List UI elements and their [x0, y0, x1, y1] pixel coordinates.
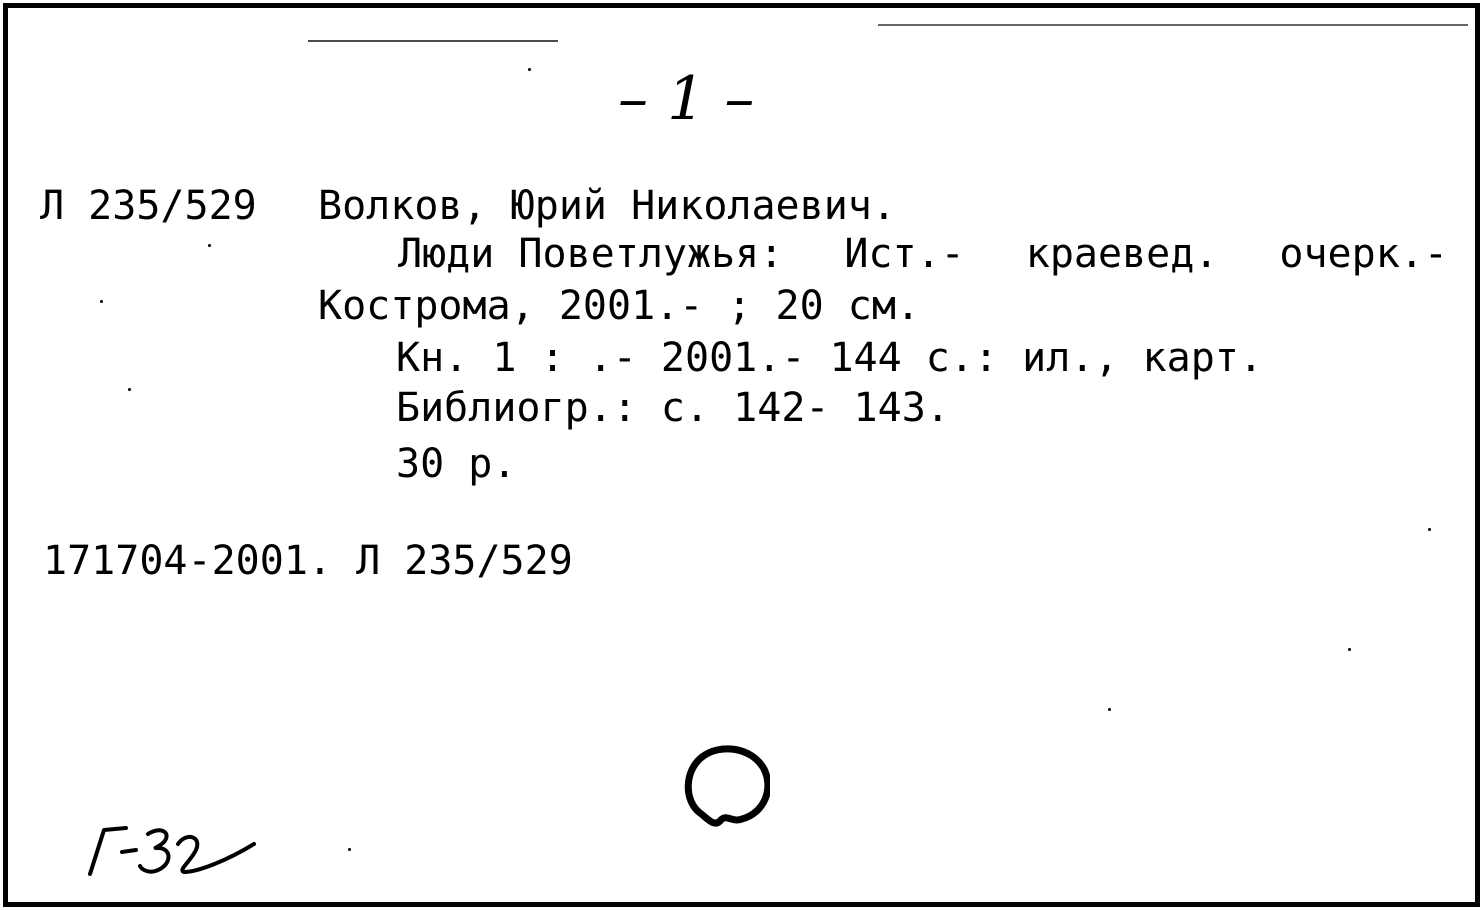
title-line	[398, 231, 1448, 277]
scan-speck	[348, 848, 351, 851]
title-part: Ист.-	[844, 231, 965, 277]
handwritten-shelf-mark	[78, 808, 278, 888]
scan-speck	[1348, 648, 1351, 651]
scan-speck	[208, 244, 211, 247]
publication-line: Кострома, 2001.- ; 20 см.	[318, 283, 921, 329]
price-line: 30 р.	[396, 441, 517, 487]
punch-hole-icon	[680, 743, 770, 829]
scan-speck	[100, 300, 103, 303]
volume-line: Кн. 1 : .- 2001.- 144 с.: ил., карт.	[396, 335, 1263, 381]
catalog-card	[3, 3, 1480, 907]
call-number-left: Л 235/529	[40, 183, 257, 229]
top-ruling	[308, 40, 558, 42]
inventory-line: 171704-2001. Л 235/529	[43, 538, 573, 584]
author-heading: Волков, Юрий Николаевич.	[318, 183, 896, 229]
title-part: Люди Поветлужья:	[398, 231, 784, 277]
scan-speck	[1108, 708, 1111, 711]
bibliography-line: Библиогр.: с. 142- 143.	[396, 385, 950, 431]
scan-speck	[528, 68, 531, 71]
scan-speck	[1428, 528, 1431, 531]
title-part: очерк.-	[1279, 231, 1448, 277]
scan-speck	[128, 388, 131, 391]
title-part: краевед.	[1025, 231, 1219, 277]
page-number: – 1 –	[618, 64, 755, 134]
top-ruling-right	[878, 24, 1468, 26]
